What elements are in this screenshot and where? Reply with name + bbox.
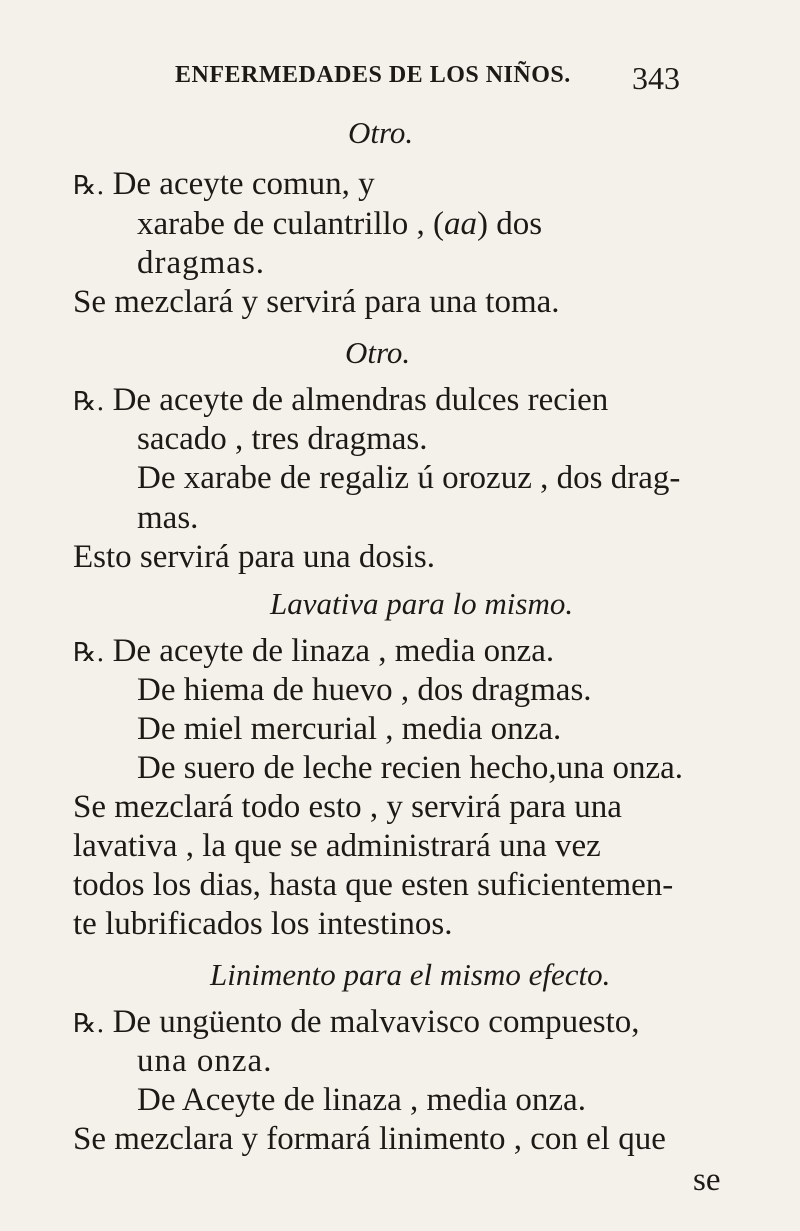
section-title: Lavativa para lo mismo. — [270, 586, 574, 621]
recipe-line: mas. — [137, 500, 199, 536]
recipe-line: todos los dias, hasta que esten suficientemen- — [73, 867, 674, 903]
recipe-line: sacado , tres dragmas. — [137, 421, 428, 457]
running-head: ENFERMEDADES DE LOS NIÑOS. — [175, 62, 571, 88]
recipe-symbol-icon: ℞. — [73, 638, 105, 668]
recipe-line: dragmas. — [137, 245, 266, 281]
line-text: De ungüento de malvavisco compuesto, — [112, 1004, 640, 1040]
line-text: De aceyte de almendras dulces recien — [112, 382, 609, 418]
recipe-symbol-icon: ℞. — [73, 171, 105, 201]
recipe-symbol-icon: ℞. — [73, 1009, 105, 1039]
line-text: De aceyte comun, y — [112, 166, 375, 202]
recipe-line: xarabe de culantrillo , (aa) dos — [137, 206, 543, 242]
line-text: De aceyte de linaza , media onza. — [112, 633, 555, 669]
recipe-line: lavativa , la que se administrará una vez — [73, 828, 601, 864]
abbreviation-aa: aa — [443, 206, 477, 242]
recipe-line: Se mezclará todo esto , y servirá para una — [73, 789, 622, 825]
page-number: 343 — [632, 60, 680, 96]
recipe-line: Se mezclará y servirá para una toma. — [73, 284, 560, 320]
recipe-line — [73, 380, 608, 422]
section-title: Linimento para el mismo efecto. — [210, 957, 611, 992]
recipe-line: una onza. — [137, 1043, 273, 1079]
recipe-line: Esto servirá para una dosis. — [73, 539, 435, 575]
recipe-line: De suero de leche recien hecho,una onza. — [137, 750, 684, 786]
recipe-line: De xarabe de regaliz ú orozuz , dos drag- — [137, 460, 681, 496]
recipe-line: De Aceyte de linaza , media onza. — [137, 1082, 586, 1118]
recipe-symbol-icon: ℞. — [73, 387, 105, 417]
recipe-line — [73, 164, 375, 206]
recipe-line — [73, 631, 554, 673]
recipe-line: Se mezclara y formará linimento , con el que — [73, 1121, 666, 1157]
section-title: Otro. — [345, 335, 411, 370]
recipe-line: De miel mercurial , media onza. — [137, 711, 562, 747]
recipe-line — [73, 1002, 640, 1044]
recipe-line: te lubrificados los intestinos. — [73, 906, 453, 942]
page-header — [175, 62, 695, 102]
section-title: Otro. — [348, 115, 414, 150]
catchword: se — [693, 1162, 721, 1198]
recipe-line: De hiema de huevo , dos dragmas. — [137, 672, 592, 708]
